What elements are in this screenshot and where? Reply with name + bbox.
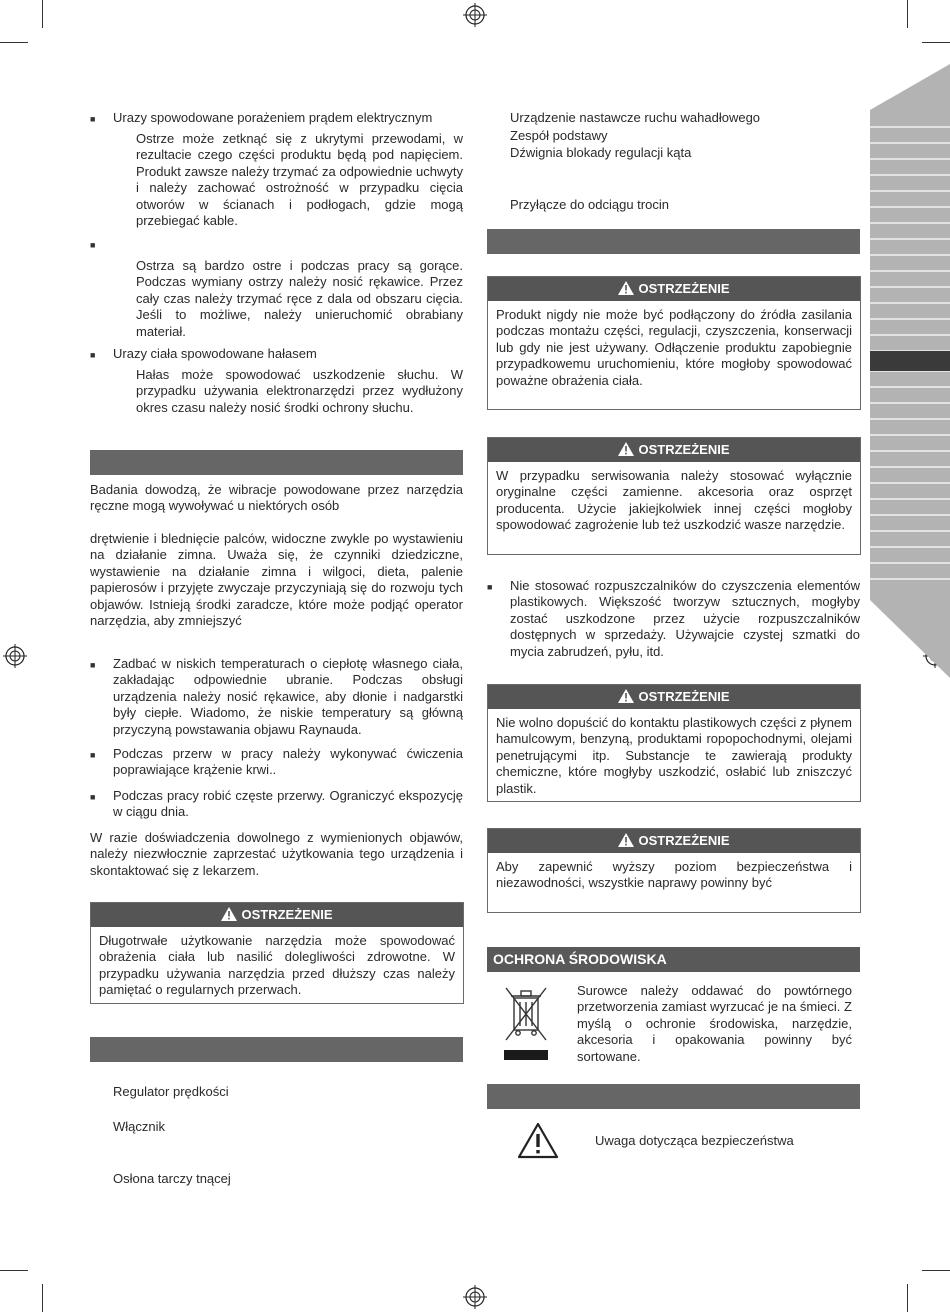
bullet-icon: ■ xyxy=(90,114,96,124)
crop-mark xyxy=(907,1284,908,1312)
registration-mark-icon xyxy=(3,644,27,668)
crop-mark xyxy=(0,42,28,43)
warning-box xyxy=(90,902,464,1004)
warning-title: OSTRZEŻENIE xyxy=(638,281,730,296)
hazard-text: Ostrze może zetknąć się z ukrytymi przewodami, w rezultacie czego części produktu będą pod napięciem. Produkt zawsze należy trzymać za odpowiednie uchwyty i należy zachować ostrożność w przypadku cięcia otworów w ścianach i podłogach, gdzie mogą przebiegać kable. xyxy=(136,131,463,229)
tip-text: Zadbać w niskich temperaturach o ciepłotę własnego ciała, zakładając odpowiednie ubranie. Podczas obsługi urządzenia należy nosić rękawice, aby dłonie i nadgarstki były ciepłe. Wiadomo, że niskie temperatury są główną przyczyną powstawania objawu Raynauda. xyxy=(113,656,463,737)
warning-title: OSTRZEŻENIE xyxy=(241,907,333,922)
bullet-icon: ■ xyxy=(90,350,96,360)
crop-mark xyxy=(907,0,908,28)
registration-mark-icon xyxy=(463,3,487,27)
warning-box xyxy=(487,276,861,410)
language-tab-strip xyxy=(870,64,950,678)
part-label: Osłona tarczy tnącej xyxy=(113,1171,231,1186)
bullet-icon: ■ xyxy=(487,582,493,592)
environment-text: Surowce należy oddawać do powtórnego przetworzenia zamiast wyrzucać je na śmieci. Z myślą o ochronie środowiska, narzędzie, akcesoria i opakowania powinny być sortowane. xyxy=(577,983,852,1064)
hazard-title: Urazy ciała spowodowane hałasem xyxy=(113,346,317,361)
part-label: Dźwignia blokady regulacji kąta xyxy=(510,145,692,160)
warning-header xyxy=(91,903,463,927)
environment-header: OCHRONA ŚRODOWISKA xyxy=(487,947,860,972)
section-header-bar xyxy=(487,229,860,254)
crop-mark xyxy=(922,42,950,43)
warning-header xyxy=(488,829,860,853)
warning-text: Produkt nigdy nie może być podłączony do źródła zasilania podczas montażu części, regulacji, czyszczenia, konserwacji lub gdy nie jest używany. Odłączenie produktu zapobiegnie przypadkowemu uruchomieniu, które mogłoby spowodować poważne obrażenia ciała. xyxy=(496,307,852,388)
hazard-title: Urazy spowodowane porażeniem prądem elektrycznym xyxy=(113,110,433,125)
crop-mark xyxy=(42,1284,43,1312)
warning-triangle-icon xyxy=(618,281,634,295)
section-header-bar xyxy=(90,450,463,475)
symptoms-note: W razie doświadczenia dowolnego z wymienionych objawów, należy niezwłocznie zaprzestać użytkowania tego urządzenia i skontaktować się z lekarzem. xyxy=(90,830,463,878)
warning-title: OSTRZEŻENIE xyxy=(638,689,730,704)
warning-text: Długotrwałe użytkowanie narzędzia może spowodować obrażenia ciała lub nasilić dolegliwości zdrowotne. W przypadku używania narzędzia przed dłuższy czas należy pamiętać o regularnych przerwach. xyxy=(99,933,455,998)
cleaning-tip: Nie stosować rozpuszczalników do czyszczenia elementów plastikowych. Większość tworzyw sztucznych, mogłyby zostać uszkodzone przez użycie rozpuszczalników dostępnych w sprzedaży. Używajcie czystej szmatki do mycia zabrudzeń, pyłu, itd. xyxy=(510,578,860,659)
bullet-icon: ■ xyxy=(90,792,96,802)
warning-header xyxy=(488,438,860,462)
registration-mark-icon xyxy=(463,1285,487,1309)
weee-bin-icon xyxy=(502,984,550,1062)
warning-title: OSTRZEŻENIE xyxy=(638,833,730,848)
part-label: Zespół podstawy xyxy=(510,128,608,143)
symbol-label: Uwaga dotycząca bezpieczeństwa xyxy=(595,1133,794,1148)
warning-header xyxy=(488,277,860,301)
part-label: Przyłącze do odciągu trocin xyxy=(510,197,669,212)
warning-header xyxy=(488,685,860,709)
tip-text: Podczas przerw w pracy należy wykonywać ćwiczenia poprawiające krążenie krwi.. xyxy=(113,746,463,778)
section-header-bar xyxy=(487,1084,860,1109)
bullet-icon: ■ xyxy=(90,240,96,250)
tip-text: Podczas pracy robić częste przerwy. Ograniczyć ekspozycję w ciągu dnia. xyxy=(113,788,463,820)
warning-text: Aby zapewnić wyższy poziom bezpieczeństwa i niezawodności, wszystkie naprawy powinny być xyxy=(496,859,852,891)
safety-warning-icon xyxy=(517,1122,559,1159)
vibration-text: drętwienie i blednięcie palców, widoczne zwykle po wystawieniu na działanie zimna. Uważa się, że czynniki dziedziczne, wystawienie na działanie zimna i wilgoci, dieta, palenie papierosów i przyjęte zwyczaje przyczyniają się do rozwoju tych objawów. Istnieją środki zaradcze, które może podjąć operator narzędzia, aby zmniejszyć xyxy=(90,531,463,629)
warning-triangle-icon xyxy=(618,833,634,847)
warning-box xyxy=(487,828,861,913)
warning-title: OSTRZEŻENIE xyxy=(638,442,730,457)
part-label: Urządzenie nastawcze ruchu wahadłowego xyxy=(510,110,761,125)
warning-triangle-icon xyxy=(221,907,237,921)
section-header-bar xyxy=(90,1037,463,1062)
part-label: Włącznik xyxy=(113,1119,166,1134)
warning-box xyxy=(487,437,861,555)
warning-triangle-icon xyxy=(618,689,634,703)
vibration-intro: Badania dowodzą, że wibracje powodowane przez narzędzia ręczne mogą wywoływać u niektórych osób xyxy=(90,482,463,514)
warning-box xyxy=(487,684,861,802)
warning-text: Nie wolno dopuścić do kontaktu plastikowych części z płynem hamulcowym, benzyną, produktami ropopochodnymi, olejami penetrującymi itp. Substancje te zawierają produkty chemiczne, które mogłyby uszkodzić, osłabić lub zniszczyć plastik. xyxy=(496,715,852,796)
crop-mark xyxy=(42,0,43,28)
hazard-text: Ostrza są bardzo ostre i podczas pracy są gorące. Podczas wymiany ostrzy należy nosić rękawice. Przez cały czas należy trzymać ręce z dala od obszaru cięcia. Jeśli to możliwe, należy unieruchomić obrabiany materiał. xyxy=(136,258,463,339)
hazard-text: Hałas może spowodować uszkodzenie słuchu. W przypadku używania elektronarzędzi przez wydłużony okres czasu należy nosić środki ochrony słuchu. xyxy=(136,367,463,415)
crop-mark xyxy=(922,1270,950,1271)
bullet-icon: ■ xyxy=(90,660,96,670)
part-label: Regulator prędkości xyxy=(113,1084,229,1099)
warning-triangle-icon xyxy=(618,442,634,456)
bullet-icon: ■ xyxy=(90,750,96,760)
crop-mark xyxy=(0,1270,28,1271)
warning-text: W przypadku serwisowania należy stosować wyłącznie oryginalne części zamienne. akcesoria oraz osprzęt producenta. Użycie jakiejkolwiek innej części mogłoby spowodować zagrożenie lub też uszkodzić wasze narzędzie. xyxy=(496,468,852,533)
